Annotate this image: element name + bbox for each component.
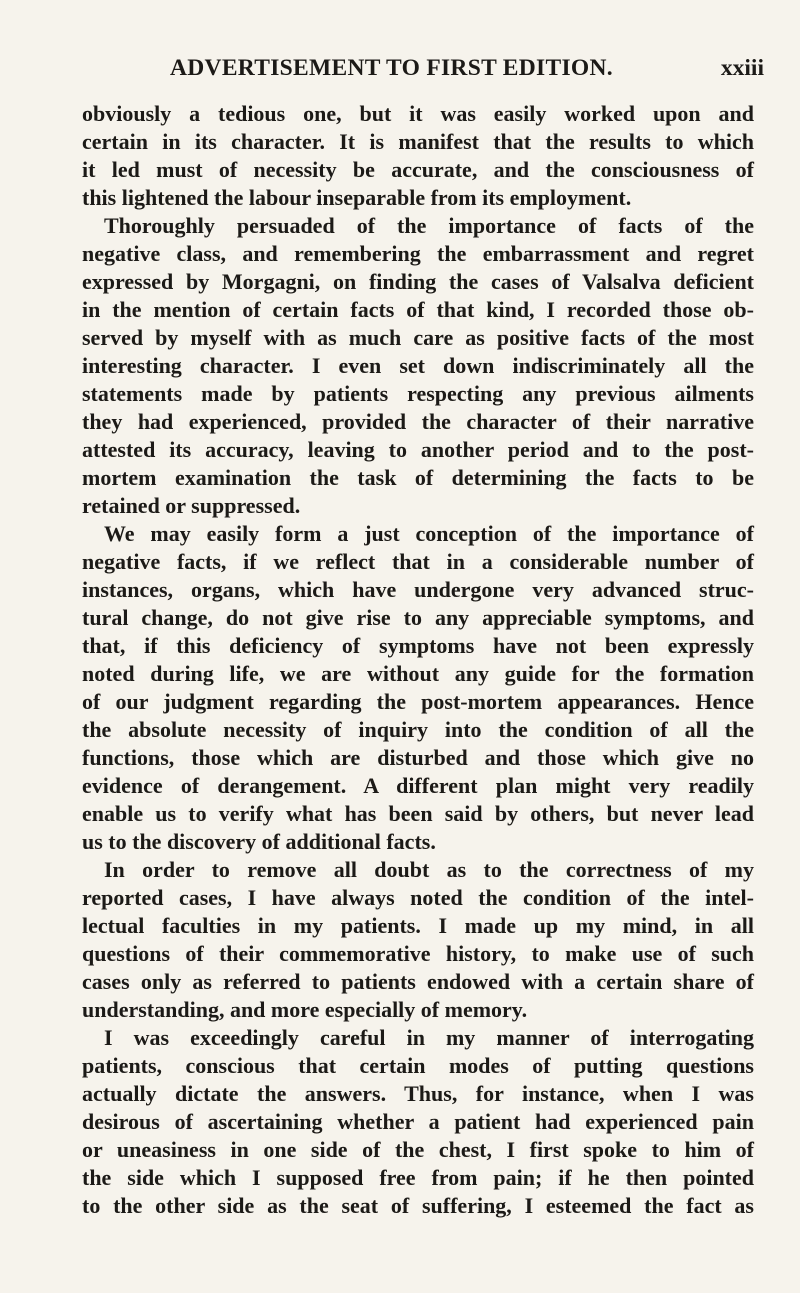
text-line: negative class, and remembering the embarrassment and regret (82, 241, 754, 266)
text-line: actually dictate the answers. Thus, for instance, when I was (82, 1081, 754, 1106)
text-line: statements made by patients respecting any previous ailments (82, 381, 754, 406)
text-line: attested its accuracy, leaving to another period and to the post- (82, 437, 754, 462)
text-line: questions of their commemorative history, to make use of such (82, 941, 754, 966)
text-line: they had experienced, provided the character of their narrative (82, 409, 754, 434)
text-line: negative facts, if we reflect that in a considerable number of (82, 549, 754, 574)
text-line: to the other side as the seat of suffering, I esteemed the fact as (82, 1193, 754, 1218)
text-line: certain in its character. It is manifest that the results to which (82, 129, 754, 154)
paragraph-start-line: I was exceedingly careful in my manner of interrogating (104, 1025, 754, 1050)
text-line: retained or suppressed. (82, 493, 301, 518)
text-line: desirous of ascertaining whether a patient had experienced pain (82, 1109, 754, 1134)
paragraph-start-line: Thoroughly persuaded of the importance of facts of the (104, 213, 754, 238)
text-line: tural change, do not give rise to any appreciable symptoms, and (82, 605, 754, 630)
text-line: noted during life, we are without any guide for the formation (82, 661, 754, 686)
text-line: evidence of derangement. A different plan might very readily (82, 773, 754, 798)
text-line: patients, conscious that certain modes of putting questions (82, 1053, 754, 1078)
page-number: xxiii (720, 55, 764, 81)
text-line: of our judgment regarding the post-mortem appearances. Hence (82, 689, 754, 714)
text-line: enable us to verify what has been said by others, but never lead (82, 801, 754, 826)
text-line: instances, organs, which have undergone very advanced struc- (82, 577, 754, 602)
text-line: obviously a tedious one, but it was easily worked upon and (82, 101, 754, 126)
running-head: ADVERTISEMENT TO FIRST EDITION. (170, 55, 613, 81)
page-header (170, 55, 770, 87)
text-line: that, if this deficiency of symptoms have not been expressly (82, 633, 754, 658)
text-line: interesting character. I even set down indiscriminately all the (82, 353, 754, 378)
text-line: or uneasiness in one side of the chest, I first spoke to him of (82, 1137, 754, 1162)
paragraph-start-line: In order to remove all doubt as to the correctness of my (104, 857, 754, 882)
text-line: this lightened the labour inseparable from its employment. (82, 185, 632, 210)
paragraph-start-line: We may easily form a just conception of the importance of (104, 521, 754, 546)
text-line: the absolute necessity of inquiry into the condition of all the (82, 717, 754, 742)
text-line: served by myself with as much care as positive facts of the most (82, 325, 754, 350)
text-line: functions, those which are disturbed and those which give no (82, 745, 754, 770)
text-line: in the mention of certain facts of that kind, I recorded those ob- (82, 297, 754, 322)
text-line: it led must of necessity be accurate, and the consciousness of (82, 157, 754, 182)
text-line: us to the discovery of additional facts. (82, 829, 436, 854)
text-line: the side which I supposed free from pain; if he then pointed (82, 1165, 754, 1190)
text-line: reported cases, I have always noted the condition of the intel- (82, 885, 754, 910)
text-line: cases only as referred to patients endowed with a certain share of (82, 969, 754, 994)
text-line: understanding, and more especially of memory. (82, 997, 528, 1022)
text-line: expressed by Morgagni, on finding the cases of Valsalva deficient (82, 269, 754, 294)
text-line: lectual faculties in my patients. I made up my mind, in all (82, 913, 754, 938)
text-line: mortem examination the task of determining the facts to be (82, 465, 754, 490)
body-text (82, 100, 754, 1220)
